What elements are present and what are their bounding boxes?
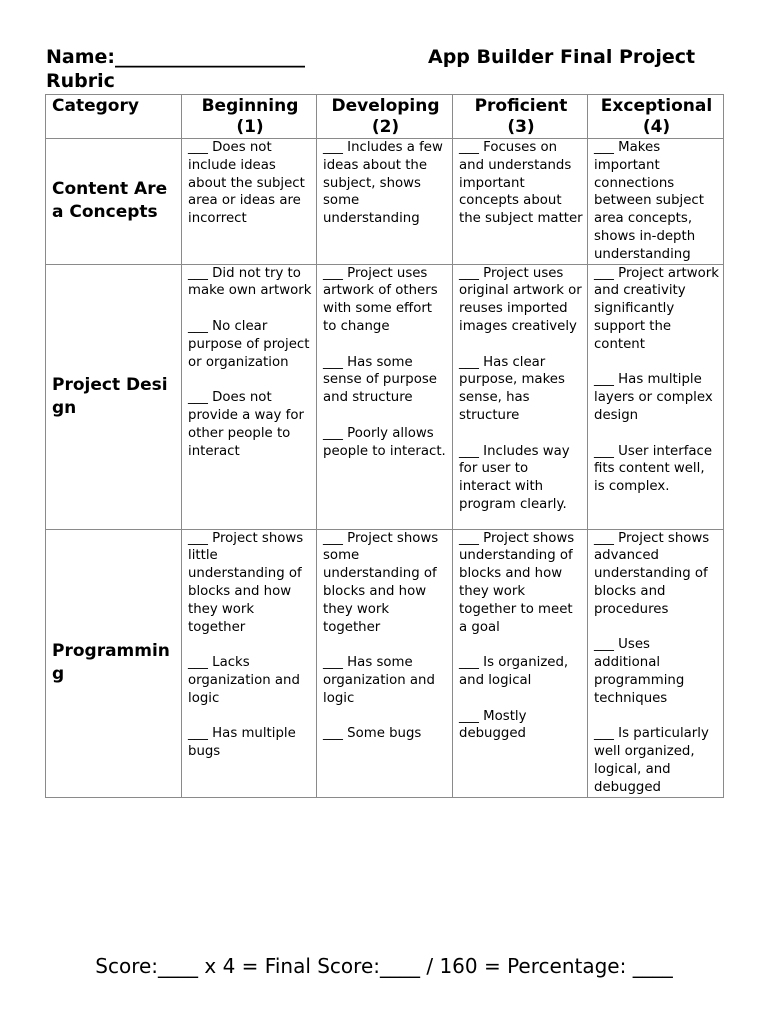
criterion-item: ___ Project uses original artwork or reuses imported images creatively (459, 265, 582, 334)
criteria-cell (317, 139, 453, 265)
column-header-beginning (182, 95, 317, 139)
rubric-table (45, 94, 724, 798)
rubric-row-programming (46, 529, 724, 797)
criterion-item: ___ Does not provide a way for other people to interact (188, 390, 304, 459)
criterion-item: ___ Is particularly well organized, logical, and debugged (594, 726, 709, 795)
criterion-item: ___ Project uses artwork of others with some effort to change (323, 265, 438, 334)
criteria-cell (588, 529, 724, 797)
criterion-item: ___ Project shows understanding of blocks and how they work together to meet a goal (459, 530, 575, 635)
column-header-category: Category (46, 95, 182, 139)
criteria-cell (317, 529, 453, 797)
column-header-label: Beginning (201, 96, 299, 116)
criterion-item: ___ Is organized, and logical (459, 655, 569, 688)
column-header-score: (2) (371, 117, 400, 137)
criteria-cell (453, 264, 588, 529)
criterion-item: ___ Has some organization and logic (323, 655, 435, 706)
criterion-item: ___ Project artwork and creativity significantly support the content (594, 265, 719, 352)
rubric-row-project-design (46, 264, 724, 529)
criteria-cell (453, 529, 588, 797)
criterion-item: ___ Lacks organization and logic (188, 655, 300, 706)
column-header-developing (317, 95, 453, 139)
criterion-item: ___ Does not include ideas about the subject area or ideas are incorrect (188, 140, 305, 227)
column-header-label: Exceptional (600, 96, 713, 116)
name-field[interactable]: Name:____________________ (46, 46, 306, 68)
criterion-item: ___ No clear purpose of project or organization (188, 318, 310, 370)
column-header-label: Proficient (474, 96, 568, 116)
criterion-item: ___ Has some sense of purpose and structure (323, 354, 437, 406)
row-category-label: Project Design (46, 264, 182, 529)
criterion-item: ___ Some bugs (323, 726, 422, 742)
criterion-item: ___ Uses additional programming techniques (594, 637, 685, 706)
score-line[interactable]: Score:____ x 4 = Final Score:____ / 160 = Percentage: ____ (95, 954, 673, 978)
criterion-item: ___ User interface fits content well, is complex. (594, 443, 713, 495)
criterion-item: ___ Has clear purpose, makes sense, has structure (459, 354, 565, 423)
document-title: App Builder Final Project (428, 46, 696, 68)
column-header-exceptional (588, 95, 724, 139)
criteria-cell (182, 139, 317, 265)
criterion-item: ___ Includes way for user to interact with program clearly. (459, 443, 570, 512)
criterion-item: ___ Project shows advanced understanding of blocks and procedures (594, 530, 710, 617)
criterion-item: ___ Focuses on and understands important concepts about the subject matter (459, 140, 583, 227)
criterion-item: ___ Project shows little understanding of blocks and how they work together (188, 530, 304, 635)
column-header-score: (4) (642, 117, 671, 137)
criterion-item: ___ Mostly debugged (459, 708, 527, 742)
document-title-continued: Rubric (46, 70, 115, 92)
row-category-label: Programming (46, 529, 182, 797)
criterion-item: ___ Did not try to make own artwork (188, 265, 312, 299)
criteria-cell (317, 264, 453, 529)
criteria-cell (588, 264, 724, 529)
column-header-proficient (453, 95, 588, 139)
criterion-item: ___ Includes a few ideas about the subject, shows some understanding (323, 140, 443, 227)
row-category-label: Content Area Concepts (46, 139, 182, 265)
criteria-cell (182, 264, 317, 529)
criterion-item: ___ Poorly allows people to interact. (323, 425, 446, 459)
column-header-label: Developing (331, 96, 440, 116)
criterion-item: ___ Has multiple layers or complex design (594, 372, 713, 423)
criteria-cell (182, 529, 317, 797)
column-header-score: (1) (236, 117, 264, 137)
rubric-row-content-area-concepts (46, 139, 724, 265)
criterion-item: ___ Project shows some understanding of blocks and how they work together (323, 530, 439, 635)
criterion-item: ___ Makes important connections between subject area concepts, shows in-depth understanding (594, 140, 704, 262)
document-header (46, 44, 726, 94)
criteria-cell (453, 139, 588, 265)
criteria-cell (588, 139, 724, 265)
criterion-item: ___ Has multiple bugs (188, 726, 296, 760)
column-header-score: (3) (507, 117, 535, 137)
rubric-header-row (46, 95, 724, 139)
